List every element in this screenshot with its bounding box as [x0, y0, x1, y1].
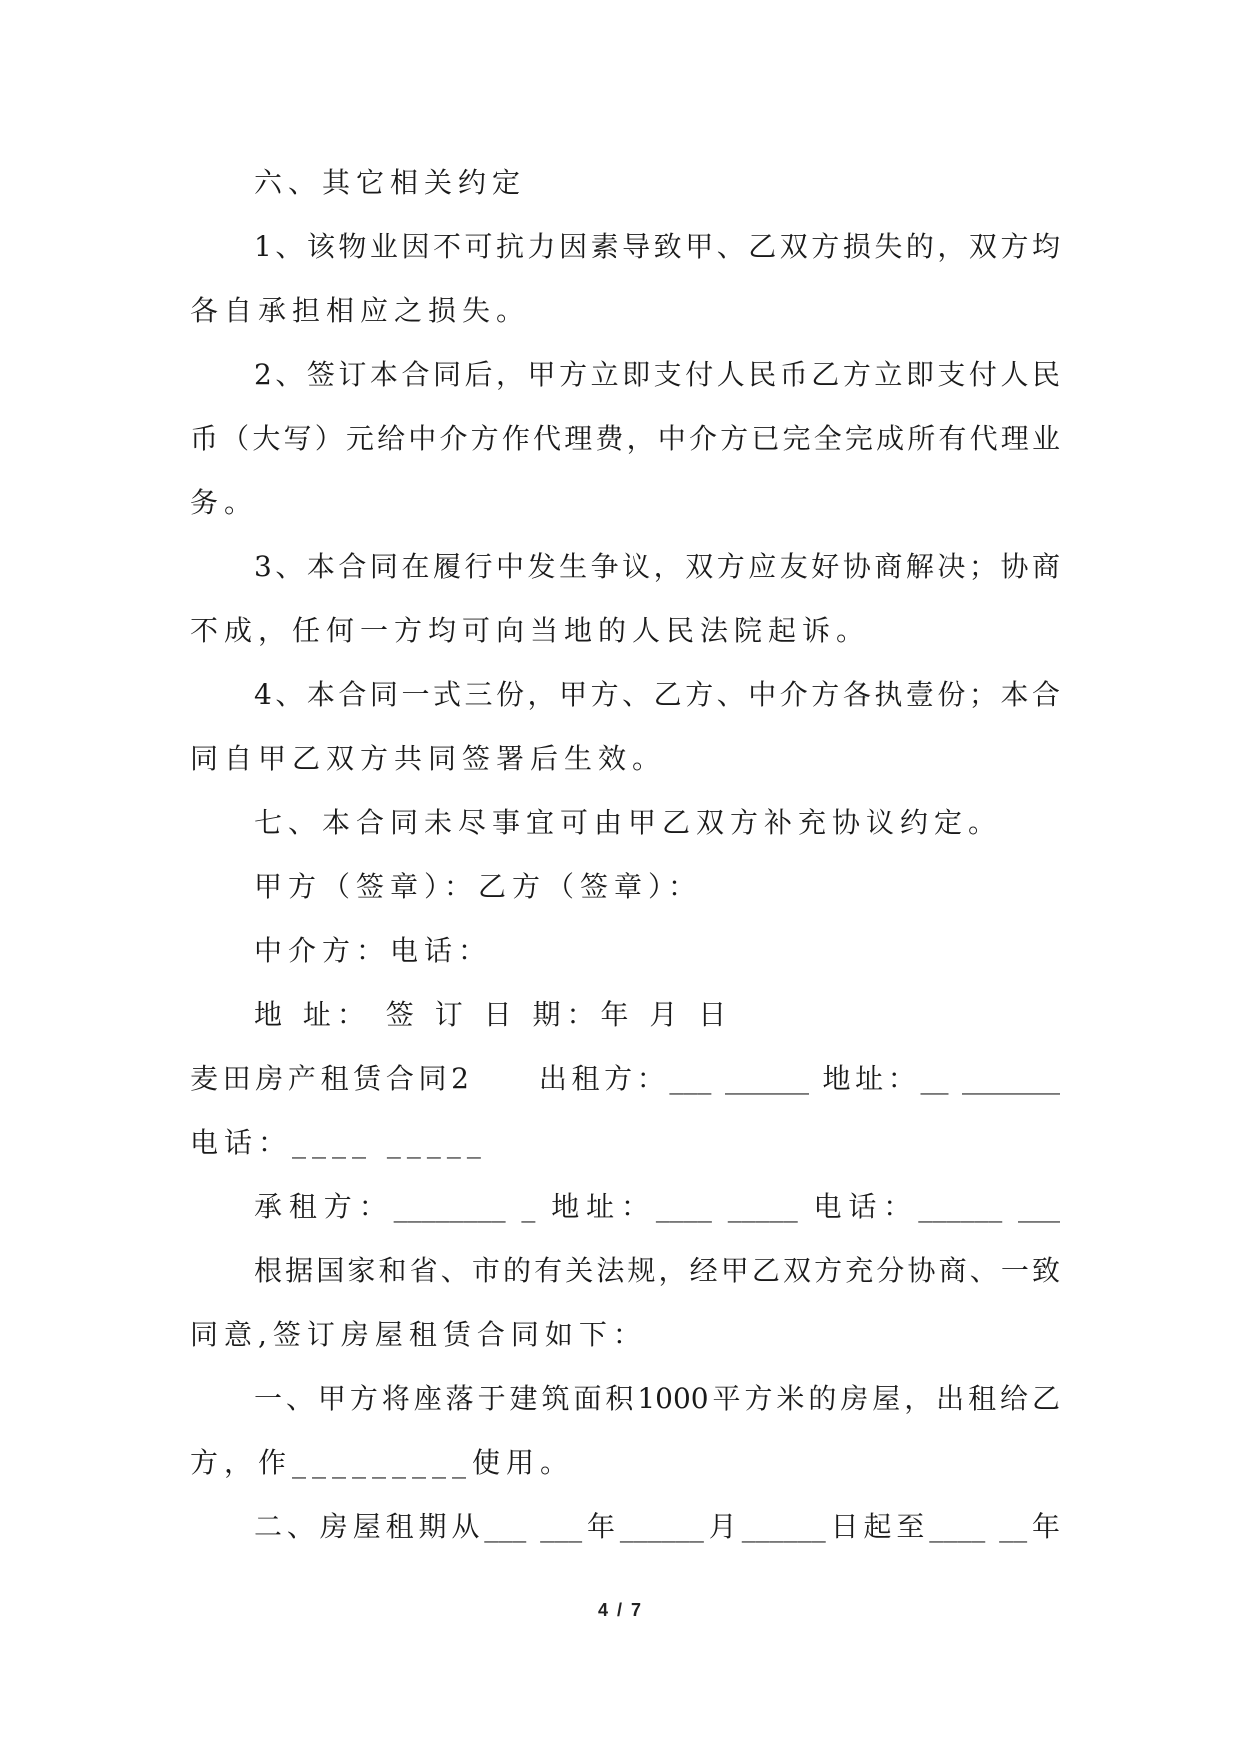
text-line: 4、本合同一式三份，甲方、乙方、中介方各执壹份；本合	[254, 678, 1060, 711]
text-line: 七、本合同未尽事宜可由甲乙双方补充协议约定。	[254, 806, 1003, 839]
text-line: 1、该物业因不可抗力因素导致甲、乙双方损失的，双方均	[254, 230, 1060, 263]
text-line: 2、签订本合同后，甲方立即支付人民币乙方立即支付人民	[254, 358, 1060, 391]
text-line: 3、本合同在履行中发生争议，双方应友好协商解决；协商	[254, 550, 1060, 583]
text-line: 麦田房产租赁合同2 出租方：___ ______ 地址：__ _______	[190, 1062, 1060, 1095]
text-line: 各自承担相应之损失。	[190, 294, 531, 327]
text-line: 中介方：电话：	[254, 934, 493, 967]
text-line: 地 址： 签 订 日 期：年 月 日	[254, 998, 733, 1031]
text-line: 同意,签订房屋租赁合同如下：	[190, 1318, 647, 1351]
text-line: 六、其它相关约定	[254, 166, 527, 199]
text-line: 同自甲乙双方共同签署后生效。	[190, 742, 667, 775]
text-line: 方，作_________使用。	[190, 1446, 575, 1479]
text-line: 不成，任何一方均可向当地的人民法院起诉。	[190, 614, 871, 647]
text-line: 电话：____ _____	[190, 1126, 487, 1159]
text-line: 二、房屋租期从___ ___年______月______日起至____ __年	[254, 1510, 1060, 1543]
text-line: 甲方（签章）：乙方（签章）：	[254, 870, 703, 903]
text-line: 务。	[190, 486, 259, 519]
text-line: 根据国家和省、市的有关法规，经甲乙双方充分协商、一致	[254, 1254, 1060, 1287]
document-body	[190, 158, 1060, 1566]
text-line: 币（大写）元给中介方作代理费，中介方已完全完成所有代理业	[190, 422, 1060, 455]
text-line: 承租方：________ _ 地址：____ _____ 电话：______ ___	[254, 1190, 1060, 1223]
text-line: 一、甲方将座落于建筑面积1000平方米的房屋，出租给乙	[254, 1382, 1060, 1415]
page-number: 4 / 7	[597, 1600, 644, 1620]
